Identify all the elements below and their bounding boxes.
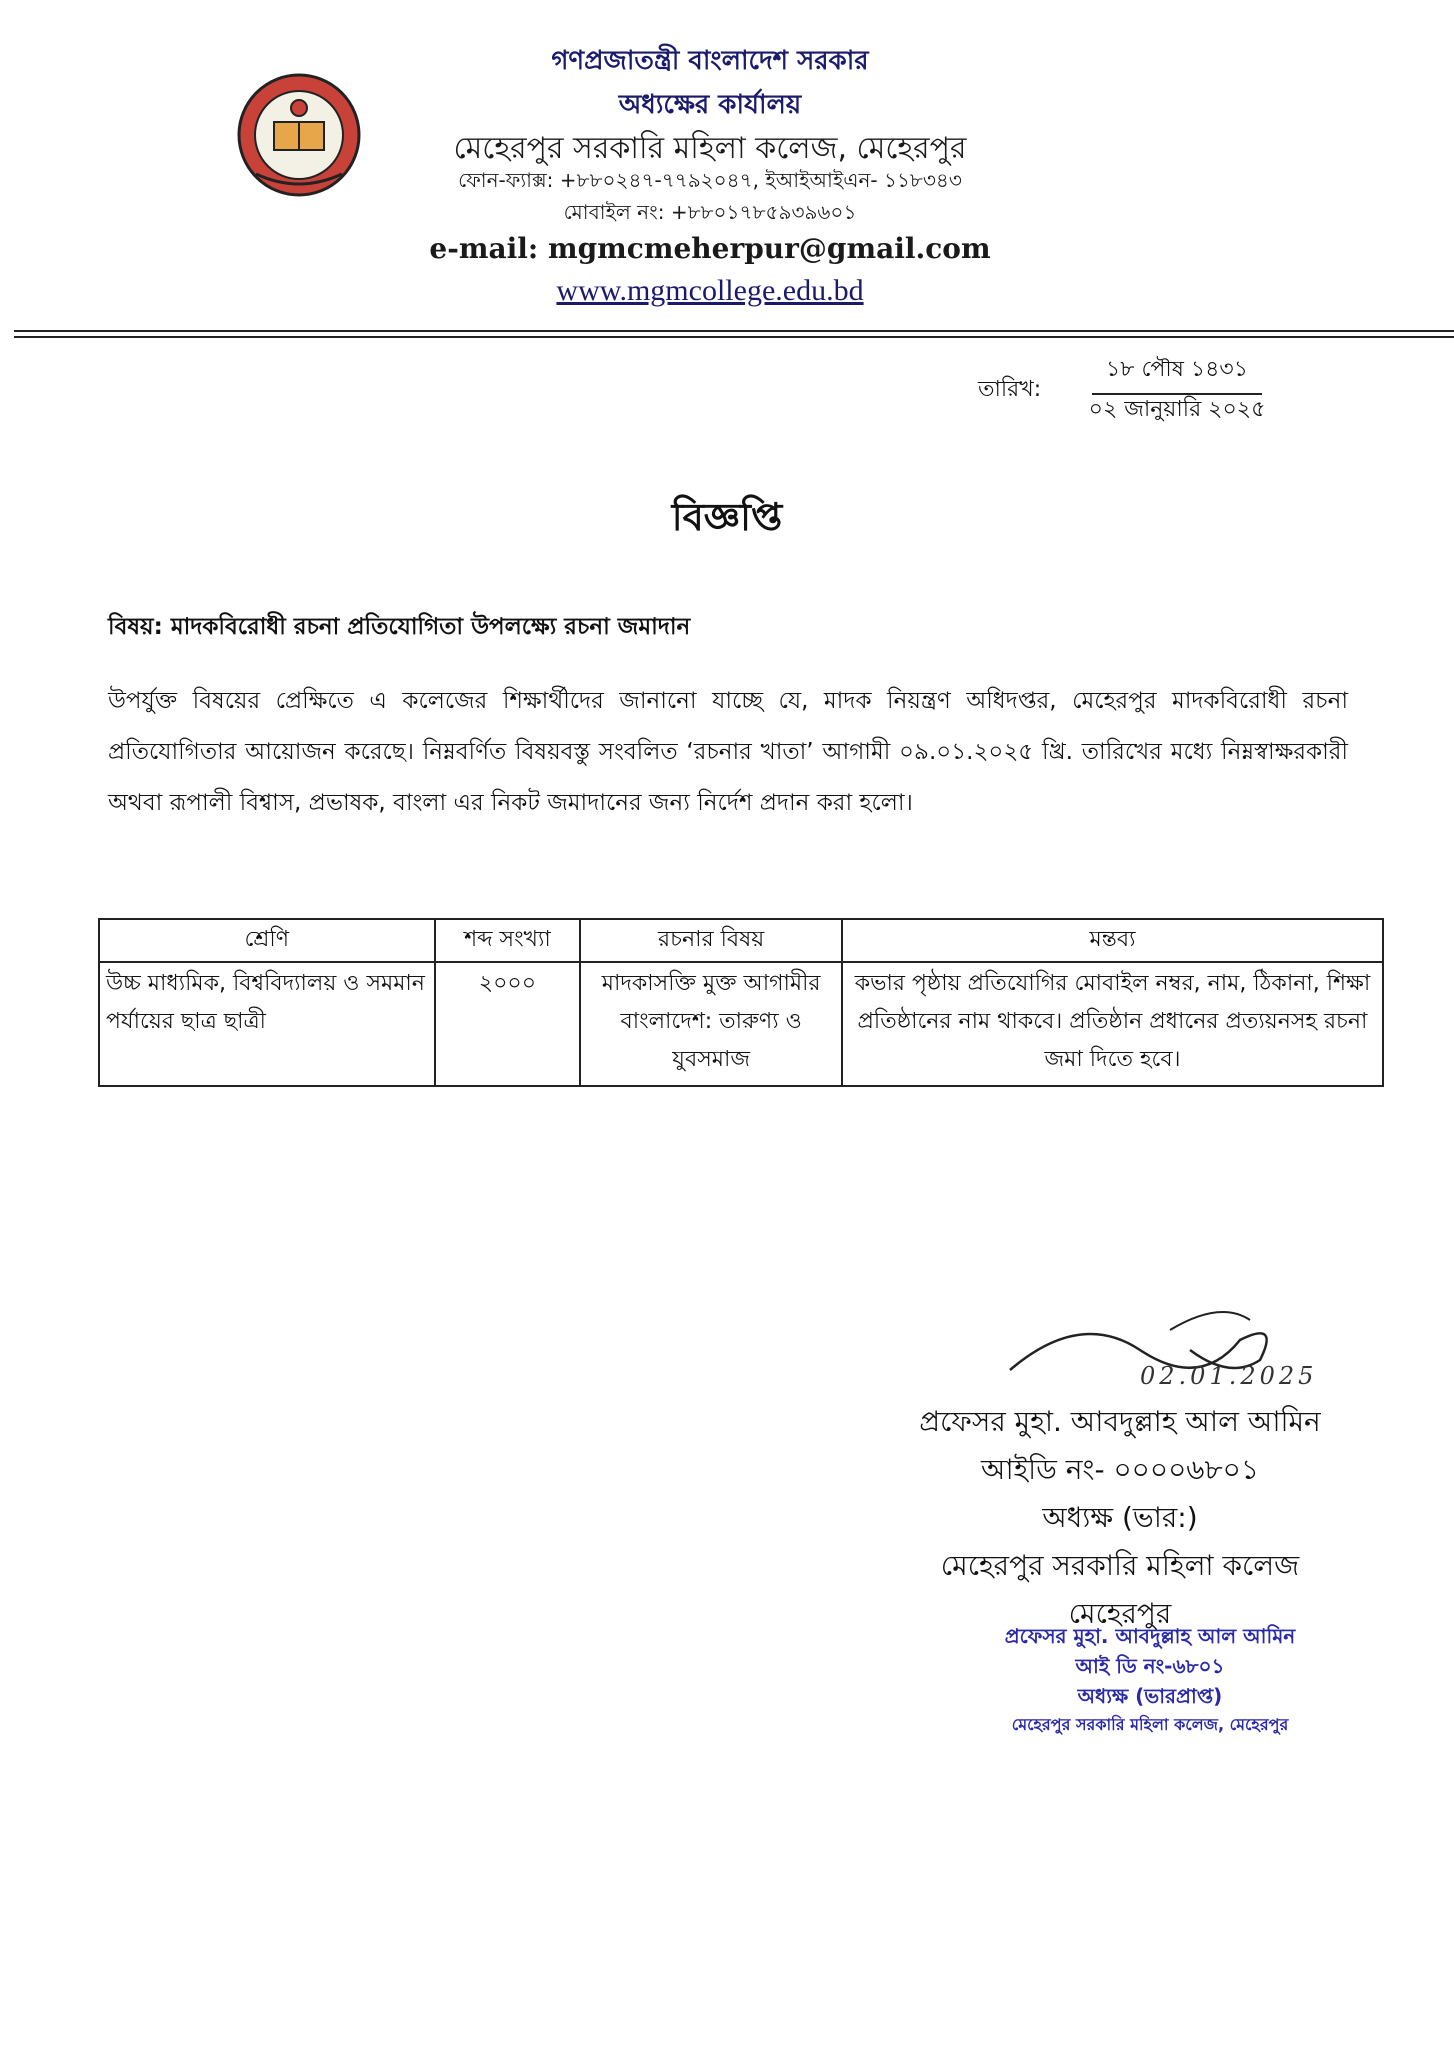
office-title: অধ্যক্ষের কার্যালয়	[618, 90, 802, 120]
notice-subject: বিষয়: মাদকবিরোধী রচনা প্রতিযোগিতা উপলক্ষ্যে রচনা জমাদান	[108, 614, 691, 640]
notice-title: বিজ্ঞপ্তি	[671, 495, 783, 539]
header-word-count: শব্দ সংখ্যা	[435, 919, 581, 962]
government-title: গণপ্রজাতন্ত্রী বাংলাদেশ সরকার	[551, 46, 869, 76]
phone-fax: ফোন-ফ্যাক্স: +৮৮০২৪৭-৭৭৯২০৪৭, ইআইআইএন- ১১৮৩৪৩	[458, 168, 962, 192]
table-row	[99, 962, 1383, 1086]
cell-class: উচ্চ মাধ্যমিক, বিশ্ববিদ্যালয় ও সমমান পর্যায়ের ছাত্র ছাত্রী	[99, 962, 435, 1086]
date-english: ০২ জানুয়ারি ২০২৫	[1088, 397, 1266, 422]
stamp-college: মেহেরপুর সরকারি মহিলা কলেজ, মেহেরপুর	[1011, 1715, 1289, 1734]
header-divider-bottom	[14, 336, 1454, 338]
header-topic: রচনার বিষয়	[580, 919, 842, 962]
table-header-row	[99, 919, 1383, 962]
cell-remarks: কভার পৃষ্ঠায় প্রতিযোগির মোবাইল নম্বর, নাম, ঠিকানা, শিক্ষা প্রতিষ্ঠানের নাম থাকবে। প্রতিষ্ঠান প্রধানের প্রত্যয়নসহ রচনা জমা দিতে হবে।	[842, 962, 1383, 1086]
website-link[interactable]: www.mgmcollege.edu.bd	[556, 274, 864, 307]
stamp-designation: অধ্যক্ষ (ভারপ্রাপ্ত)	[1077, 1684, 1223, 1708]
college-logo	[234, 70, 364, 200]
mobile-number: মোবাইল নং: +৮৮০১৭৮৫৯৩৯৬০১	[563, 200, 857, 224]
date-label: তারিখ:	[978, 377, 1042, 402]
cell-topic: মাদকাসক্তি মুক্ত আগামীর বাংলাদেশ: তারুণ্য ও যুবসমাজ	[580, 962, 842, 1086]
notice-body: উপর্যুক্ত বিষয়ের প্রেক্ষিতে এ কলেজের শিক্ষার্থীদের জানানো যাচ্ছে যে, মাদক নিয়ন্ত্রণ অধিদপ্তর, মেহেরপুর মাদকবিরোধী রচনা প্রতিযোগিতার আয়োজন করেছে। নিম্নবর্ণিত বিষয়বস্তু সংবলিত ‘রচনার খাতা’ আগামী ০৯.০১.২০২৫ খ্রি. তারিখের মধ্যে নিম্নস্বাক্ষরকারী অথবা রূপালী বিশ্বাস, প্রভাষক, বাংলা এর নিকট জমাদানের জন্য নির্দেশ প্রদান করা হলো।	[108, 688, 1348, 816]
header-remarks: মন্তব্য	[842, 919, 1383, 962]
signatory-id: আইডি নং- ০০০০৬৮০১	[980, 1453, 1260, 1486]
signatory-place: মেহেরপুর	[1068, 1597, 1172, 1630]
signatory-designation: অধ্যক্ষ (ভার:)	[1042, 1501, 1198, 1534]
signatory-name: প্রফেসর মুহা. আবদুল্লাহ আল আমিন	[919, 1405, 1321, 1438]
college-name: মেহেরপুর সরকারি মহিলা কলেজ, মেহেরপুর	[453, 131, 967, 166]
stamp-name: প্রফেসর মুহা. আবদুল্লাহ আল আমিন	[1004, 1624, 1296, 1648]
header-divider-top	[14, 330, 1454, 332]
competition-table	[98, 918, 1384, 1087]
cell-word-count: ২০০০	[435, 962, 581, 1086]
stamp-id: আই ডি নং-৬৮০১	[1075, 1654, 1225, 1678]
email-address: e-mail: mgmcmeherpur@gmail.com	[429, 232, 991, 265]
signatory-college: মেহেরপুর সরকারি মহিলা কলেজ	[940, 1549, 1300, 1582]
header-class: শ্রেণি	[99, 919, 435, 962]
handwritten-date: 02.01.2025	[1140, 1362, 1318, 1390]
date-bangla: ১৮ পৌষ ১৪৩১	[1092, 352, 1262, 395]
